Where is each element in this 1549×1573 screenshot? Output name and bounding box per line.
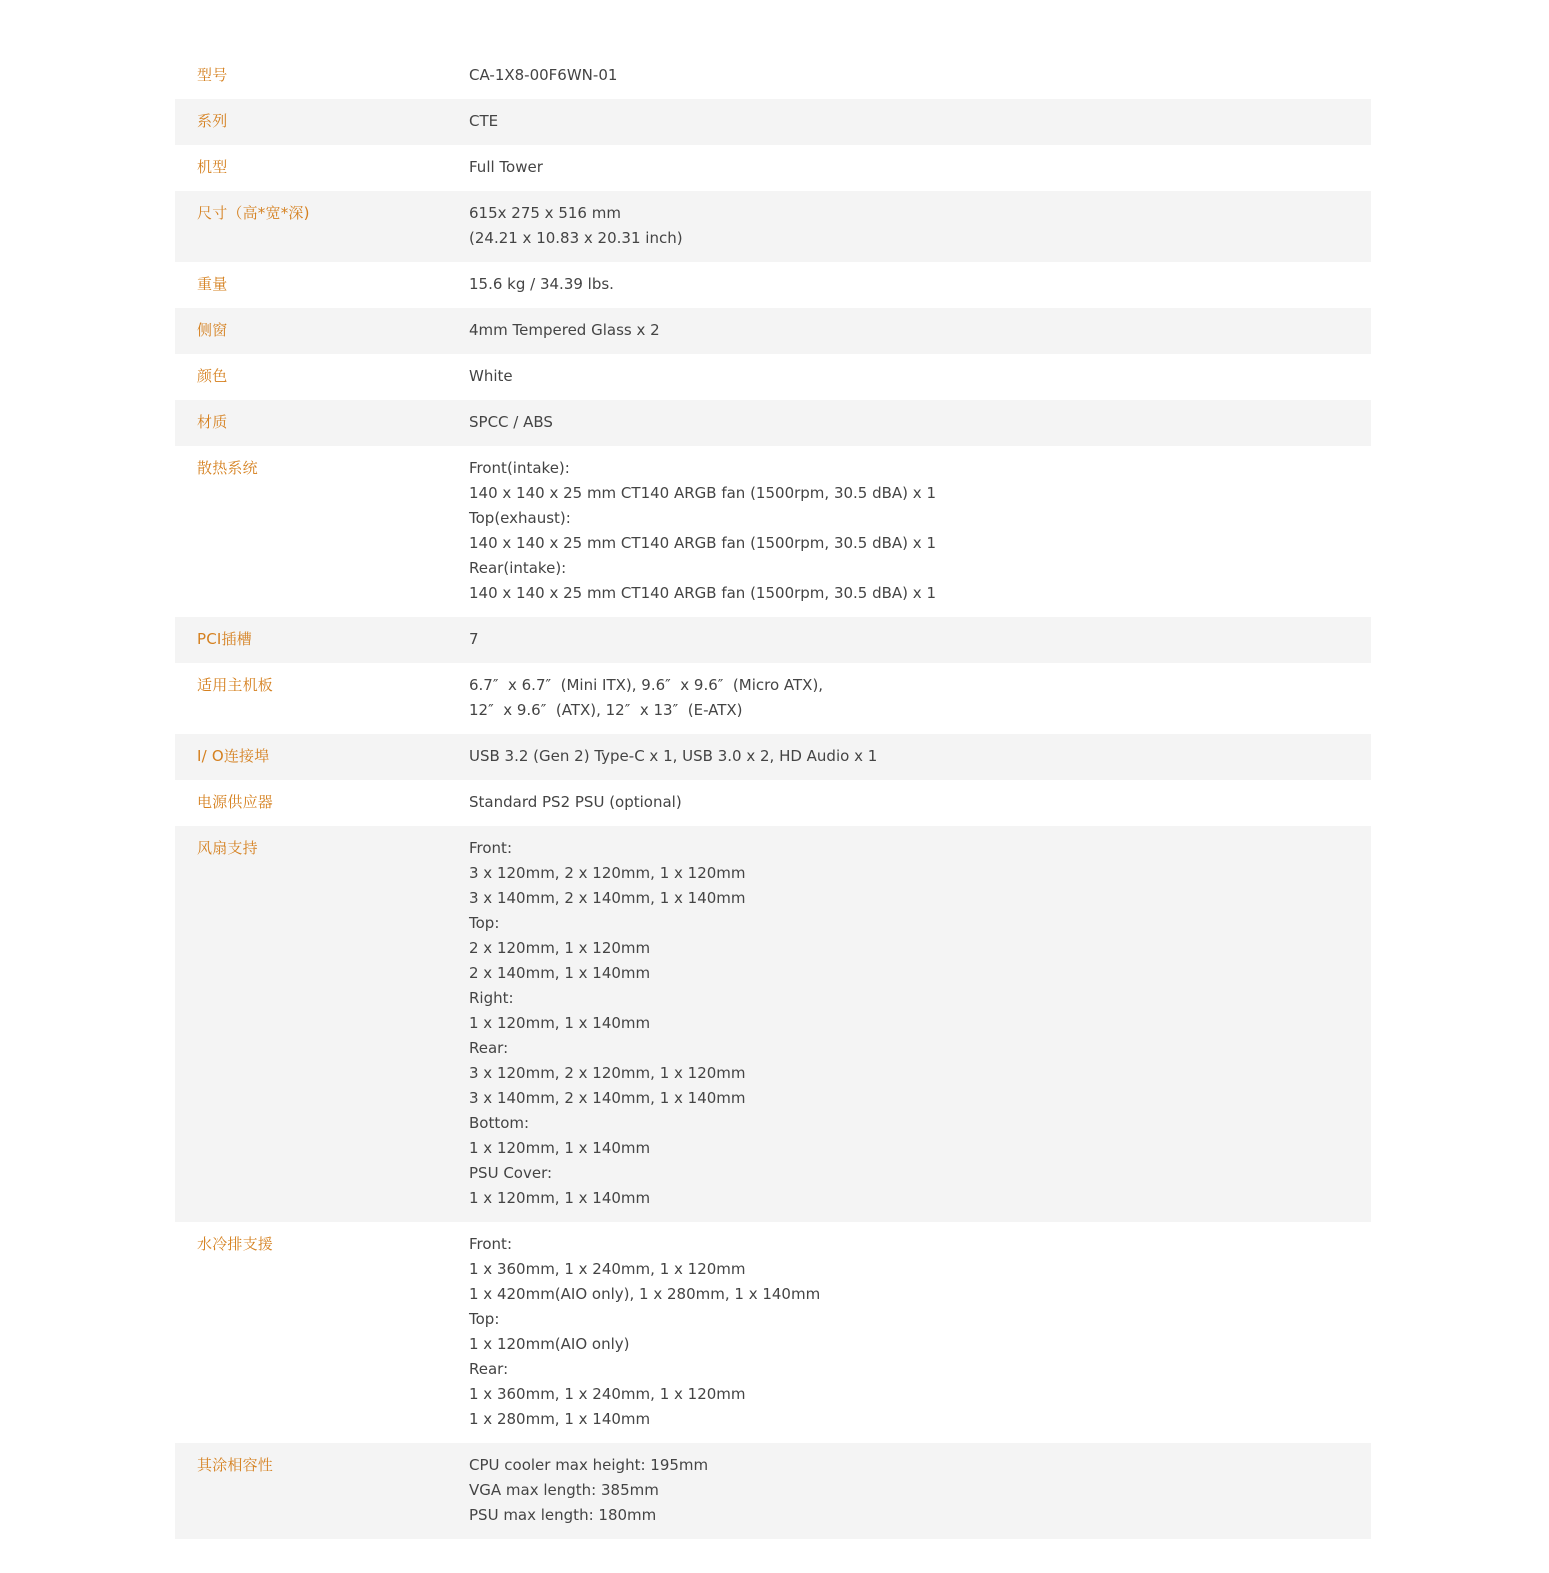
spec-table <box>175 53 1371 1539</box>
spec-value-line: 1 x 120mm, 1 x 140mm <box>469 1014 651 1032</box>
spec-row <box>175 308 1371 354</box>
spec-value-line: Standard PS2 PSU (optional) <box>469 793 682 811</box>
spec-label: 机型 <box>197 158 228 176</box>
spec-label: 尺寸（高*宽*深) <box>197 204 310 222</box>
spec-value <box>469 627 1371 652</box>
spec-value-line: Top: <box>469 1310 500 1328</box>
spec-value-line: 7 <box>469 630 479 648</box>
spec-value <box>469 272 1371 297</box>
spec-value-line: 1 x 280mm, 1 x 140mm <box>469 1410 651 1428</box>
spec-label: 适用主机板 <box>197 676 274 694</box>
spec-value-line: 1 x 360mm, 1 x 240mm, 1 x 120mm <box>469 1260 746 1278</box>
spec-value-line: 3 x 120mm, 2 x 120mm, 1 x 120mm <box>469 1064 746 1082</box>
spec-label: 散热系统 <box>197 459 258 477</box>
spec-value-line: 140 x 140 x 25 mm CT140 ARGB fan (1500rpm, 30.5 dBA) x 1 <box>469 584 936 602</box>
spec-label: 重量 <box>197 275 228 293</box>
spec-value-line: USB 3.2 (Gen 2) Type-C x 1, USB 3.0 x 2, HD Audio x 1 <box>469 747 878 765</box>
spec-row <box>175 826 1371 1222</box>
spec-row <box>175 354 1371 400</box>
spec-value-line: Front: <box>469 839 512 857</box>
spec-row <box>175 446 1371 617</box>
spec-value-line: SPCC / ABS <box>469 413 553 431</box>
spec-value-line: White <box>469 367 513 385</box>
spec-value-line: Rear(intake): <box>469 559 567 577</box>
spec-value-line: Front: <box>469 1235 512 1253</box>
spec-label: 颜色 <box>197 367 228 385</box>
spec-value-line: Front(intake): <box>469 459 570 477</box>
spec-label: 电源供应器 <box>197 793 274 811</box>
spec-row <box>175 191 1371 262</box>
spec-row <box>175 617 1371 663</box>
spec-value-line: 15.6 kg / 34.39 lbs. <box>469 275 614 293</box>
spec-value <box>469 456 1371 606</box>
spec-value-line: CTE <box>469 112 499 130</box>
spec-row <box>175 734 1371 780</box>
spec-row <box>175 53 1371 99</box>
spec-label: 材质 <box>197 413 228 431</box>
spec-value-line: Bottom: <box>469 1114 530 1132</box>
spec-label: 型号 <box>197 66 228 84</box>
spec-value-line: Right: <box>469 989 514 1007</box>
spec-value-line: (24.21 x 10.83 x 20.31 inch) <box>469 229 683 247</box>
spec-value-line: 1 x 120mm, 1 x 140mm <box>469 1139 651 1157</box>
spec-value <box>469 109 1371 134</box>
spec-value <box>469 836 1371 1211</box>
spec-value-line: PSU max length: 180mm <box>469 1506 657 1524</box>
spec-value-line: Rear: <box>469 1039 509 1057</box>
spec-value-line: 2 x 140mm, 1 x 140mm <box>469 964 651 982</box>
spec-value <box>469 201 1371 251</box>
spec-value-line: 3 x 140mm, 2 x 140mm, 1 x 140mm <box>469 1089 746 1107</box>
spec-row <box>175 780 1371 826</box>
spec-value-line: VGA max length: 385mm <box>469 1481 659 1499</box>
spec-value-line: 140 x 140 x 25 mm CT140 ARGB fan (1500rpm, 30.5 dBA) x 1 <box>469 484 936 502</box>
spec-value-line: 140 x 140 x 25 mm CT140 ARGB fan (1500rpm, 30.5 dBA) x 1 <box>469 534 936 552</box>
spec-label: 侧窗 <box>197 321 228 339</box>
spec-row <box>175 145 1371 191</box>
spec-value-line: 4mm Tempered Glass x 2 <box>469 321 660 339</box>
spec-value-line: Rear: <box>469 1360 509 1378</box>
spec-value <box>469 410 1371 435</box>
spec-label: I/ O连接埠 <box>197 747 270 765</box>
spec-value-line: 3 x 120mm, 2 x 120mm, 1 x 120mm <box>469 864 746 882</box>
spec-label: 风扇支持 <box>197 839 258 857</box>
spec-label: PCI插槽 <box>197 630 252 648</box>
spec-value <box>469 790 1371 815</box>
spec-label: 系列 <box>197 112 228 130</box>
spec-row <box>175 99 1371 145</box>
spec-value-line: 3 x 140mm, 2 x 140mm, 1 x 140mm <box>469 889 746 907</box>
spec-value-line: 1 x 120mm, 1 x 140mm <box>469 1189 651 1207</box>
spec-value <box>469 155 1371 180</box>
spec-value-line: 12″ x 9.6″ (ATX), 12″ x 13″ (E-ATX) <box>469 701 743 719</box>
spec-value-line: 6.7″ x 6.7″ (Mini ITX), 9.6″ x 9.6″ (Micro ATX), <box>469 676 824 694</box>
spec-value-line: CPU cooler max height: 195mm <box>469 1456 709 1474</box>
spec-value-line: Top: <box>469 914 500 932</box>
spec-value <box>469 744 1371 769</box>
spec-label: 水冷排支援 <box>197 1235 274 1253</box>
spec-row <box>175 663 1371 734</box>
spec-value-line: Top(exhaust): <box>469 509 571 527</box>
spec-value-line: 1 x 420mm(AIO only), 1 x 280mm, 1 x 140mm <box>469 1285 821 1303</box>
spec-value <box>469 364 1371 389</box>
spec-value-line: PSU Cover: <box>469 1164 553 1182</box>
spec-row <box>175 400 1371 446</box>
spec-value-line: Full Tower <box>469 158 543 176</box>
spec-row <box>175 1222 1371 1443</box>
spec-value-line: 1 x 120mm(AIO only) <box>469 1335 630 1353</box>
spec-value <box>469 1232 1371 1432</box>
spec-row <box>175 1443 1371 1539</box>
spec-value-line: 615x 275 x 516 mm <box>469 204 621 222</box>
spec-row <box>175 262 1371 308</box>
spec-value <box>469 63 1371 88</box>
spec-value-line: 2 x 120mm, 1 x 120mm <box>469 939 651 957</box>
spec-value <box>469 318 1371 343</box>
spec-value <box>469 1453 1371 1528</box>
spec-label: 其涂相容性 <box>197 1456 274 1474</box>
spec-value-line: 1 x 360mm, 1 x 240mm, 1 x 120mm <box>469 1385 746 1403</box>
spec-value-line: CA-1X8-00F6WN-01 <box>469 66 618 84</box>
spec-value <box>469 673 1371 723</box>
